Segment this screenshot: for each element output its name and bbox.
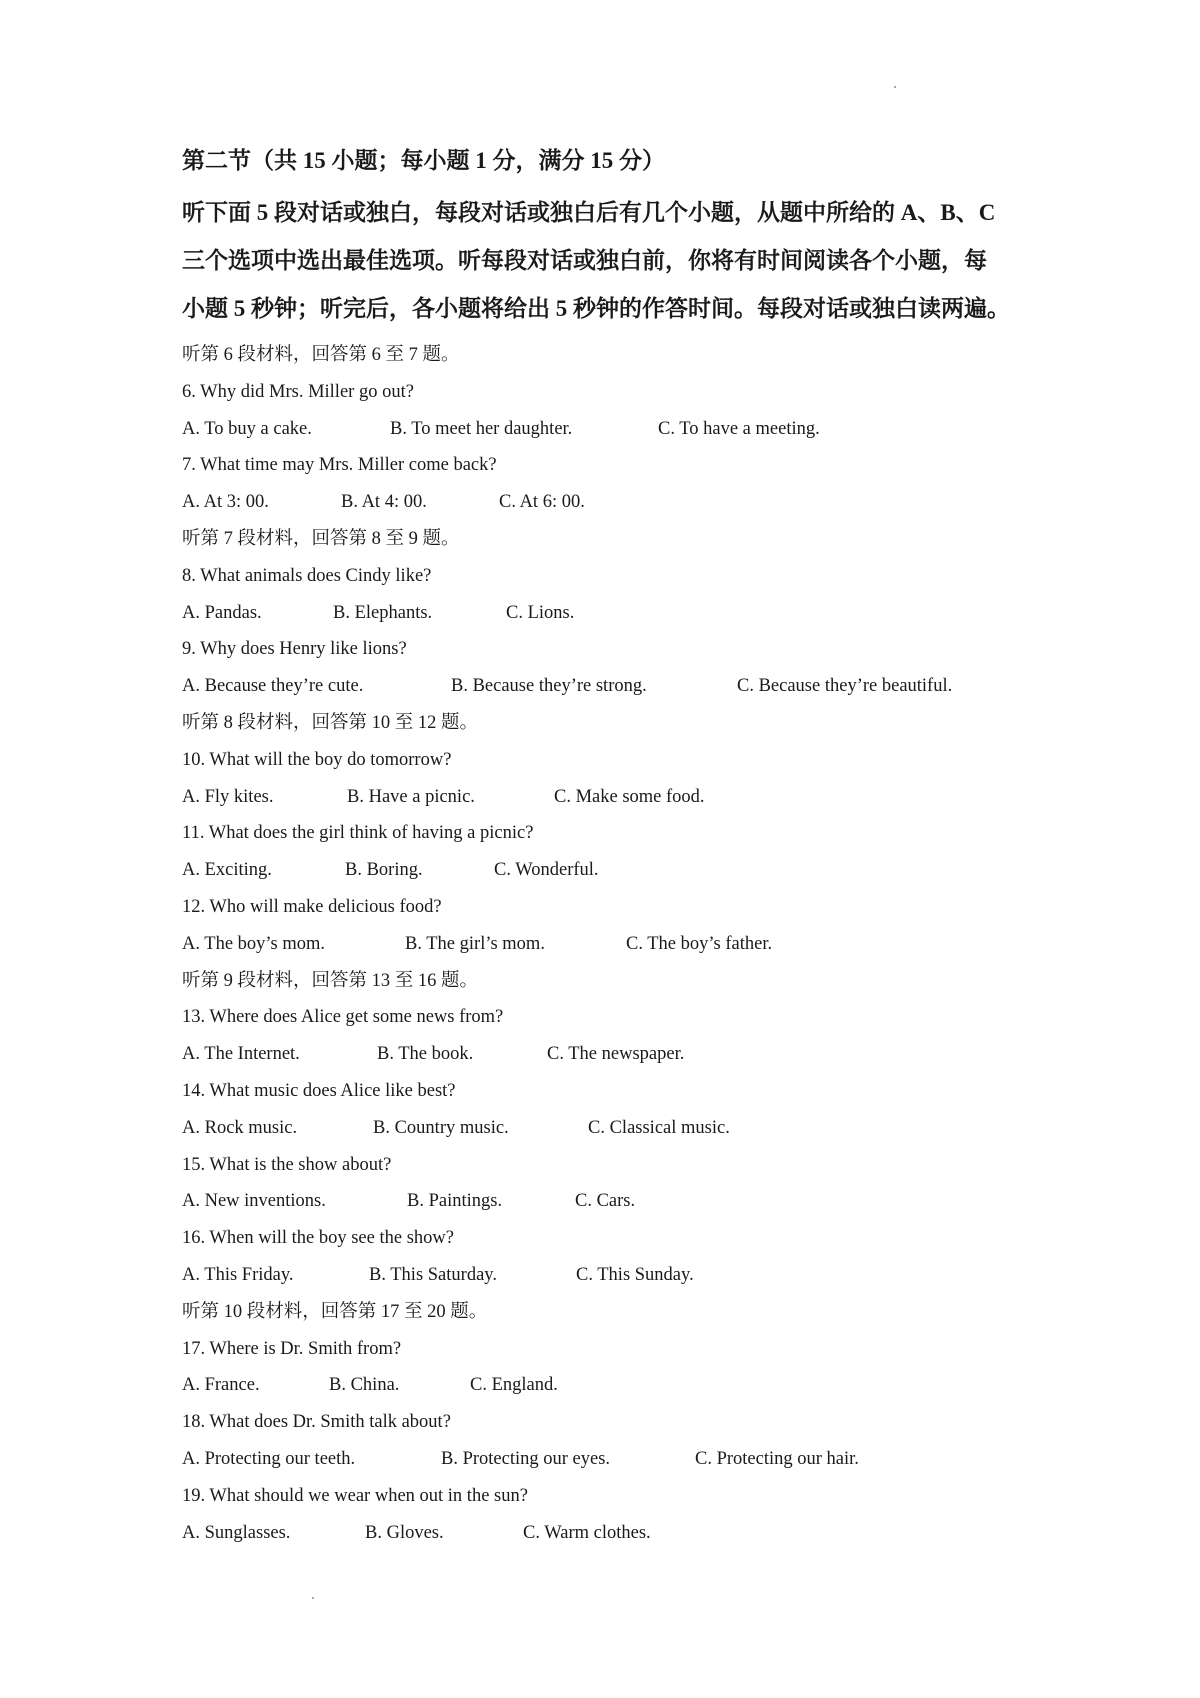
option-b: B. The girl’s mom. (405, 933, 545, 954)
option-a: A. Rock music. (182, 1117, 298, 1138)
group-header: 听第 7 段材料，回答第 8 至 9 题。 (182, 528, 460, 549)
question-text: 19. What should we wear when out in the sun? (182, 1485, 528, 1506)
option-row (182, 668, 1062, 705)
instruction-line: 听下面 5 段对话或独白，每段对话或独白后有几个小题，从题中所给的 A、B、C (182, 200, 996, 225)
option-c: C. England. (470, 1375, 558, 1396)
option-b: B. At 4: 00. (341, 492, 427, 513)
option-c: C. At 6: 00. (499, 492, 585, 513)
option-c: C. Lions. (506, 602, 575, 623)
option-c: C. To have a meeting. (658, 418, 820, 439)
scan-dot-bottom (312, 1597, 314, 1599)
option-b: B. The book. (377, 1044, 474, 1065)
question-text: 17. Where is Dr. Smith from? (182, 1338, 402, 1359)
question-text: 12. Who will make delicious food? (182, 896, 442, 917)
option-a: A. Pandas. (182, 602, 262, 623)
question-text: 10. What will the boy do tomorrow? (182, 749, 452, 770)
option-a: A. Sunglasses. (182, 1522, 291, 1543)
group-header: 听第 9 段材料，回答第 13 至 16 题。 (182, 970, 479, 991)
option-row (182, 1515, 1062, 1552)
option-row (182, 411, 1062, 448)
option-b: B. Boring. (345, 860, 423, 881)
instruction-line: 三个选项中选出最佳选项。听每段对话或独白前，你将有时间阅读各个小题，每 (182, 248, 987, 273)
option-c: C. Cars. (575, 1191, 636, 1212)
option-c: C. Because they’re beautiful. (737, 676, 953, 697)
option-c: C. Make some food. (554, 786, 705, 807)
option-row (182, 1367, 1062, 1404)
option-row (182, 1110, 1062, 1147)
group-header: 听第 8 段材料，回答第 10 至 12 题。 (182, 712, 479, 733)
option-a: A. Protecting our teeth. (182, 1448, 356, 1469)
question-text: 9. Why does Henry like lions? (182, 639, 407, 660)
question-text: 13. Where does Alice get some news from? (182, 1007, 504, 1028)
option-c: C. Warm clothes. (523, 1522, 651, 1543)
option-a: A. France. (182, 1375, 260, 1396)
option-b: B. China. (329, 1375, 400, 1396)
option-row (182, 779, 1062, 816)
question-text: 11. What does the girl think of having a picnic? (182, 823, 534, 844)
option-row (182, 1183, 1062, 1220)
option-a: A. New inventions. (182, 1191, 326, 1212)
option-row (182, 1441, 1062, 1478)
exam-page (182, 143, 1062, 1551)
question-text: 14. What music does Alice like best? (182, 1080, 456, 1101)
group-header: 听第 10 段材料，回答第 17 至 20 题。 (182, 1301, 488, 1322)
option-a: A. Fly kites. (182, 786, 274, 807)
option-a: A. To buy a cake. (182, 418, 312, 439)
section-instructions (182, 189, 1062, 333)
option-row (182, 926, 1062, 963)
option-b: B. Elephants. (333, 602, 433, 623)
option-a: A. The Internet. (182, 1044, 300, 1065)
option-row (182, 1257, 1062, 1294)
option-row (182, 595, 1062, 632)
group-header: 听第 6 段材料，回答第 6 至 7 题。 (182, 345, 460, 365)
option-row (182, 484, 1062, 521)
question-text: 18. What does Dr. Smith talk about? (182, 1412, 451, 1433)
option-a: A. Because they’re cute. (182, 676, 364, 697)
option-c: C. The boy’s father. (626, 933, 773, 954)
option-b: B. This Saturday. (369, 1264, 497, 1285)
option-row (182, 852, 1062, 889)
question-text: 8. What animals does Cindy like? (182, 565, 432, 586)
option-a: A. This Friday. (182, 1264, 294, 1285)
question-text: 7. What time may Mrs. Miller come back? (182, 455, 497, 476)
section-title: 第二节（共 15 小题；每小题 1 分，满分 15 分） (182, 148, 665, 173)
option-a: A. Exciting. (182, 860, 272, 881)
option-row (182, 1036, 1062, 1073)
question-text: 6. Why did Mrs. Miller go out? (182, 381, 414, 402)
scan-dot-top (894, 86, 896, 88)
instruction-line: 小题 5 秒钟；听完后，各小题将给出 5 秒钟的作答时间。每段对话或独白读两遍。 (182, 296, 1010, 321)
option-c: C. Wonderful. (494, 860, 599, 881)
option-b: B. Protecting our eyes. (441, 1448, 611, 1469)
option-a: A. The boy’s mom. (182, 933, 326, 954)
option-c: C. Classical music. (588, 1117, 730, 1138)
question-text: 15. What is the show about? (182, 1154, 392, 1175)
option-c: C. Protecting our hair. (695, 1448, 859, 1469)
question-text: 16. When will the boy see the show? (182, 1228, 454, 1249)
option-b: B. Country music. (373, 1117, 509, 1138)
option-b: B. To meet her daughter. (390, 418, 573, 439)
option-b: B. Gloves. (365, 1522, 444, 1543)
option-c: C. This Sunday. (576, 1264, 694, 1285)
option-b: B. Paintings. (407, 1191, 503, 1212)
option-b: B. Have a picnic. (347, 786, 475, 807)
option-b: B. Because they’re strong. (451, 676, 647, 697)
option-a: A. At 3: 00. (182, 492, 269, 513)
option-c: C. The newspaper. (547, 1044, 685, 1065)
